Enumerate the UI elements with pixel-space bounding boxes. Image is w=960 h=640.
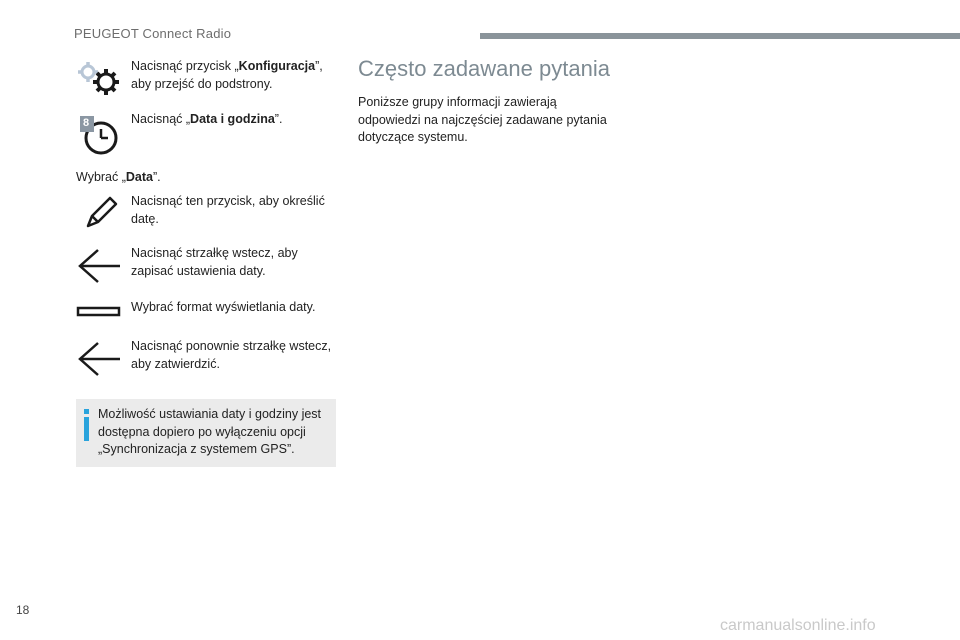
gear-settings-icon — [76, 58, 128, 98]
info-note-box — [76, 399, 336, 467]
back-arrow-icon — [76, 340, 122, 378]
step-text-line2: zapisać ustawienia daty. — [131, 263, 266, 278]
step-data-i-godzina-text — [131, 111, 282, 129]
section-heading: Często zadawane pytania — [358, 56, 610, 81]
step-text-pre: Nacisnąć „ — [131, 112, 191, 126]
step-text-line1: Wybrać format wyświetlania daty. — [131, 300, 316, 314]
info-line2: dostępna dopiero po wyłączeniu opcji — [98, 424, 306, 439]
step-back-arrow-save-text — [131, 245, 341, 280]
step-text-line1: Nacisnąć ponownie strzałkę wstecz, — [131, 339, 332, 353]
step-text-bold: Data i godzina — [190, 112, 275, 126]
page-number: 18 — [16, 603, 30, 617]
header-divider-bar — [480, 33, 960, 39]
info-line3: „Synchronizacja z systemem GPS”. — [98, 442, 295, 456]
step-text-line2: aby przejść do podstrony. — [131, 76, 273, 91]
step-text-line1: Nacisnąć strzałkę wstecz, aby — [131, 246, 298, 260]
step-text-pre: Nacisnąć przycisk „ — [131, 59, 239, 73]
pencil-icon — [84, 194, 120, 230]
watermark: carmanualsonline.info — [720, 617, 876, 634]
step-back-arrow-confirm-text — [131, 338, 341, 373]
info-note-text — [98, 406, 330, 459]
intro-line3: dotyczące systemu. — [358, 130, 468, 144]
step-text-bold: Konfiguracja — [238, 59, 316, 73]
step-text-post: ”, — [315, 59, 323, 73]
section-intro-text — [358, 94, 638, 147]
intro-line1: Poniższe grupy informacji zawierają — [358, 95, 557, 109]
step-text-line2: datę. — [131, 211, 159, 226]
step-wybrac-data-text — [76, 169, 161, 187]
format-bar-icon — [76, 306, 122, 318]
document-header-title: PEUGEOT Connect Radio — [74, 26, 232, 41]
step-text-pre: Wybrać „ — [76, 170, 126, 184]
step-pencil-text — [131, 193, 341, 228]
info-line1: Możliwość ustawiania daty i godziny jest — [98, 407, 322, 421]
info-icon — [82, 409, 92, 443]
step-text-post: ”. — [152, 170, 161, 184]
step-text-bold: Data — [125, 170, 153, 184]
step-text-post: ”. — [274, 112, 283, 126]
step-konfiguracja-text — [131, 58, 341, 93]
back-arrow-icon — [76, 247, 122, 285]
clock-badge-number: 8 — [83, 117, 90, 129]
step-text-line2: aby zatwierdzić. — [131, 356, 220, 371]
step-text-line1: Nacisnąć ten przycisk, aby określić — [131, 194, 325, 208]
clock-icon — [80, 116, 120, 156]
step-format-text — [131, 299, 341, 317]
intro-line2: odpowiedzi na najczęściej zadawane pytania — [358, 112, 607, 127]
